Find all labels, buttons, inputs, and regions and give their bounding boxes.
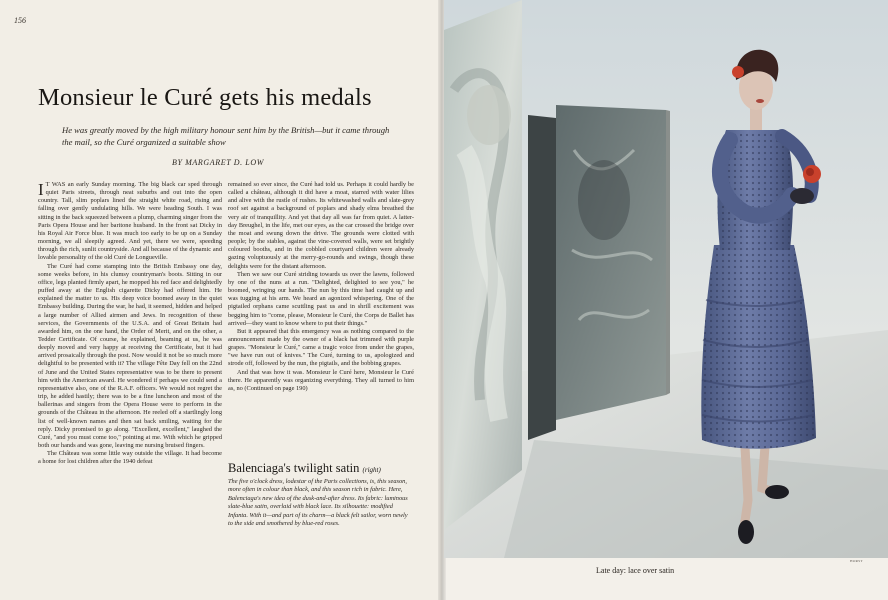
drop-cap: I (38, 181, 44, 199)
article-paragraph: But it appeared that this emergency was as nothing compared to the announcement made by the owner of a black hat trimmed with purple grapes. "Monsieur le Curé," came a tragic voice from under the grapes, "we have run out of knives." The Curé, turning to us, apologized and strode off, followed by the nun, the pigtails, and the bobbing grapes. (228, 327, 414, 368)
fashion-caption-title (228, 461, 428, 476)
article-paragraph: The Château was some little way outside the village. It had become a home for lost children after the 1940 defeat (38, 450, 222, 466)
article-headline: Monsieur le Curé gets his medals (38, 84, 372, 111)
article-paragraph: The Curé had come stamping into the British Embassy one day, some weeks before, in his clumsy countryman's boots. Sitting in our office, legs planted firmly apart, he mopped his red face and delightedly puffed away at the English cigarette Dicky had offered him. He explained the matter to us. His deep voice boomed away in the quiet Embassy building. During the war, he had, it seemed, hidden and helped a large number of Allied airmen and Jews. In recognition of these services, the Governments of the U.S.A. and of Great Britain had awarded him, on the one hand, the Order of Merit, and on the other, a Tedder Certificate. Of course, he explained, beaming at us, he was deeply moved and very happy at receiving the Certificate, but it had arrived prosaically through the post. Now would it not be so much more delightful to be presented with it? The village Fête Day fell on the 22nd of June and the United States representative was to be there to present him with the American award. He wondered if perhaps we could send a representative also, one of the R.A.F. officers. We would not regret the trip, he added hastily; there was to be a fine luncheon and most of the ballerinas and singers from the Opera House were to perform in the grounds of the Château in the afternoon. He reeled off a startlingly long list of well-known names and then sat back smiling, waiting for the reply. Dicky promised to go along. "Excellent, excellent," laughed the Curé, "and you must come too," pointing at me. With which he gripped both our hands and was gone, leaving me nursing bruised fingers. (38, 262, 222, 449)
article-deck: He was greatly moved by the high military honour sent him by the British—but it came through the mail, so the Curé organized a suitable show (62, 125, 390, 147)
article-lead-paragraph (38, 181, 222, 263)
fashion-caption-body: The five o'clock dress, lodestar of the Paris collections, is, this season, more often in colour than black, and this season rich in fabric. Here, Balenciaga's new idea of the dusk-and-after dress. Its fabric: luminous slate-blue satin, overlaid with black lace. Its silhouette: modified Infanta. With it—and part of its charm—a black felt sailor, worn newly to the side and smothered by blue-red roses. (228, 478, 408, 528)
article-column-2 (228, 181, 414, 455)
photo-credit: HORST (850, 559, 863, 563)
caption-direction: (right) (362, 466, 381, 474)
article-paragraph: Then we saw our Curé striding towards us over the lawns, followed by one of the nuns at a run. "Delighted, delighted to see you," he boomed, wringing our hands. The nun by this time had caught up and was tugging at his arm. We heard an agonized whispering. One of the pigtailed orphans came scuttling past us and in shrill excitement was begging him to "come, please, Monsieur le Curé, the Corps de Ballet has arrived—they want to know where to put their things." (228, 270, 414, 327)
page-number: 156 (14, 16, 26, 25)
fashion-photo-illustration (444, 0, 888, 558)
article-paragraph: And that was how it was. Monsieur le Curé here, Monsieur le Curé there. He apparently was organizing everything. They all turned to him as, no (Continued on page 190) (228, 368, 414, 392)
caption-title-text: Balenciaga's twilight satin (228, 461, 360, 475)
photo-caption: Late day: lace over satin (596, 566, 675, 575)
lead-text: T WAS an early Sunday morning. The big black car sped through quiet Paris streets, through neat suburbs and out into the open country. Tall, slim poplars lined the straight white road, rising and falling over gently undulating hills. We were heading South. I was sitting in the back squeezed between a plump, charming singer from the Paris Opera House and her baritone husband. In the front sat Dicky in his Royal Air Force blue. It was much too early to be up on a Sunday morning, we all sleepily agreed. And yet, there we were, speeding through the rich, sunlit countryside. And all because of the dynamic and lovable personality of the old Curé de Longueville. (38, 181, 222, 262)
article-column-1 (38, 181, 222, 553)
article-byline: BY MARGARET D. LOW (172, 158, 264, 167)
fashion-photograph (444, 0, 888, 558)
article-paragraph: remained so ever since, the Curé had told us. Perhaps it could hardly be called a château, although it did have a moat, starred with water lilies and alive with the rustle of rushes. Its whitewashed walls and slate-grey roof set against a background of poplars and shady elms breathed the very air of tranquillity. And yet that day all was far from quiet. A latter-day Breughel, in the life, met our eyes, as the car crossed the bridge over the moat and swung down the drive. The grounds were clotted with people; by the stables, against the vine-covered walls, were set brightly coloured booths, and in the cobbled courtyard children were already gazing voluptuously at the merry-go-rounds and swings, though these delights were for the distant afternoon. (228, 181, 414, 270)
